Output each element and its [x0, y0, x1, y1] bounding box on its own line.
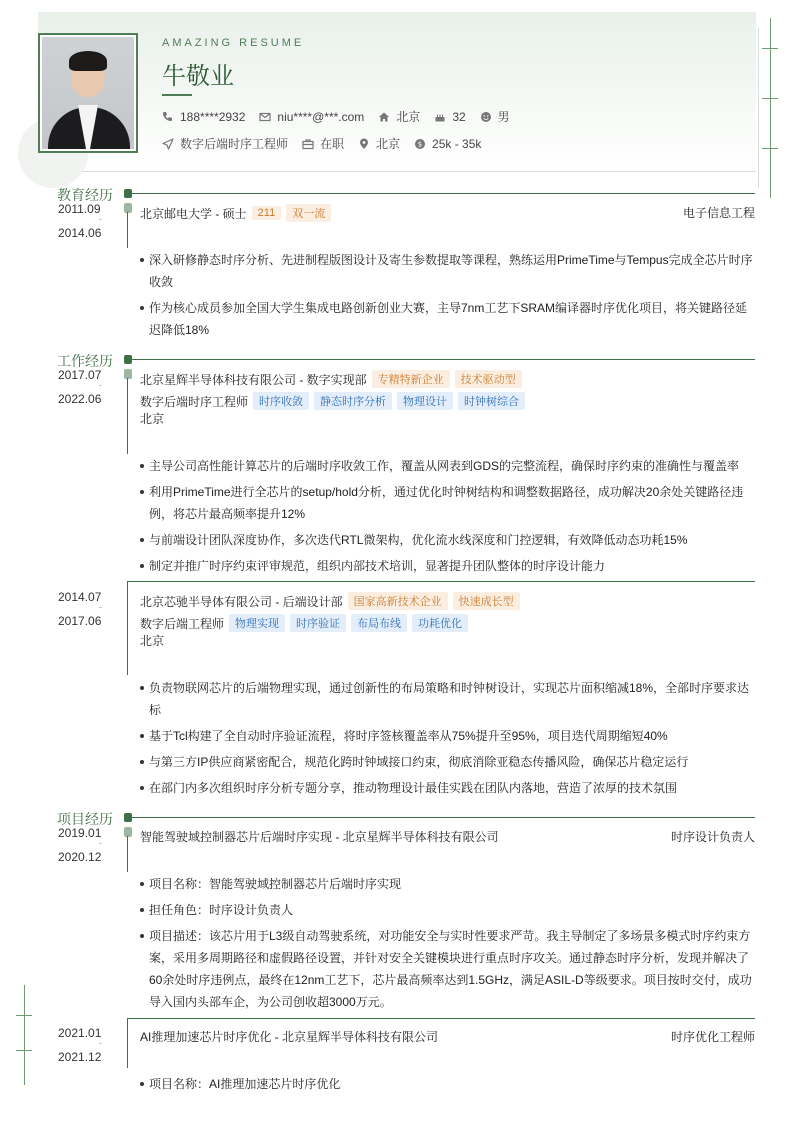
decorative-tick	[16, 1050, 32, 1051]
section-marker	[124, 189, 132, 198]
hometown-text: 北京	[396, 110, 421, 124]
list-item: 负责物联网芯片的后端物理实现，通过创新性的布局策略和时钟树设计，实现芯片面积缩减18%，全部时序要求达标	[149, 677, 755, 721]
list-item: 项目名称：AI推理加速芯片时序优化	[149, 1073, 755, 1095]
date-separator: -	[99, 602, 102, 612]
decorative-tick	[16, 1015, 32, 1016]
briefcase-icon	[302, 138, 314, 150]
section-marker	[124, 813, 132, 822]
job-role: 数字后端时序工程师	[140, 394, 249, 409]
project-bullets	[149, 1073, 755, 1099]
list-item: 项目描述：该芯片用于L3级自动驾驶系统，对功能安全与实时性要求严苛。我主导制定了多场景多模式时序约束方案，采用多周期路径和虚假路径设置，并针对安全关键模块进行重点时序攻关。通过静态时序分析，发现并解决了60余处时序违例点，最终在12nm工艺下，芯片最高频率达到1.5GHz，满足ASIL-D等级要求。项目按时交付，成功导入国内头部车企，为公司创收超3000万元。	[149, 925, 755, 1013]
entry-start-date: 2021.01	[58, 1026, 102, 1040]
work-bullets	[149, 677, 755, 803]
section-title-education: 教育经历	[57, 187, 113, 203]
work-role-line	[140, 614, 468, 632]
status-item	[302, 135, 344, 152]
section-divider	[125, 817, 755, 818]
company-tag: 技术驱动型	[455, 370, 522, 388]
section-marker	[124, 355, 132, 364]
skill-tag: 静态时序分析	[314, 392, 392, 410]
entry-timeline	[127, 212, 128, 248]
entry-divider	[128, 581, 755, 582]
avatar-photo	[42, 37, 134, 149]
entry-timeline	[127, 581, 128, 675]
city-text: 北京	[376, 137, 401, 151]
major-name: 电子信息工程	[682, 206, 755, 220]
list-item: 制定并推广时序约束评审规范，组织内部技术培训，显著提升团队整体的时序设计能力	[149, 555, 755, 577]
entry-timeline	[127, 378, 128, 454]
company-name: 北京星辉半导体科技有限公司 - 数字实现部	[140, 372, 367, 387]
school-name: 北京邮电大学 - 硕士	[140, 206, 247, 221]
entry-end-date: 2014.06	[58, 226, 102, 240]
phone-item	[162, 110, 245, 124]
date-separator: -	[99, 1038, 102, 1048]
gender-item	[480, 108, 510, 125]
location-icon	[358, 138, 370, 150]
phone-icon	[162, 111, 174, 123]
entry-start-date: 2019.01	[58, 826, 102, 840]
project-bullets	[149, 873, 755, 1017]
list-item: 利用PrimeTime进行全芯片的setup/hold分析，通过优化时钟树结构和调整数据路径，成功解决20余处关键路径违例，将芯片最高频率提升12%	[149, 481, 755, 525]
position-text: 数字后端时序工程师	[180, 137, 289, 151]
position-item	[162, 135, 288, 152]
decorative-tick	[762, 148, 778, 149]
company-tag: 快速成长型	[453, 592, 520, 610]
decorative-line	[758, 28, 759, 188]
age-text: 32	[452, 109, 466, 124]
salary-item	[414, 137, 481, 151]
candidate-name: 牛敬业	[162, 62, 234, 90]
education-entry-head	[140, 204, 331, 222]
send-icon	[162, 138, 174, 150]
entry-marker	[124, 369, 132, 379]
company-tag: 国家高新技术企业	[348, 592, 448, 610]
resume-kicker: AMAZING RESUME	[162, 37, 305, 49]
job-role: 数字后端工程师	[140, 616, 225, 631]
home-icon	[378, 111, 390, 123]
age-item	[434, 110, 465, 124]
project-role: 时序优化工程师	[670, 1030, 755, 1044]
date-separator: -	[99, 214, 102, 224]
email-item	[259, 110, 364, 124]
salary-text: 25k - 35k	[432, 136, 482, 151]
svg-text:$: $	[417, 140, 423, 149]
skill-tag: 功耗优化	[412, 614, 468, 632]
section-divider	[125, 359, 755, 360]
skill-tag: 物理实现	[229, 614, 285, 632]
company-name: 北京芯驰半导体有限公司 - 后端设计部	[140, 594, 343, 609]
entry-end-date: 2020.12	[58, 850, 102, 864]
decorative-tick	[762, 48, 778, 49]
company-tag: 专精特新企业	[372, 370, 450, 388]
decorative-rail	[24, 985, 25, 1085]
skill-tag: 时钟树综合	[458, 392, 525, 410]
entry-end-date: 2021.12	[58, 1050, 102, 1064]
entry-end-date: 2017.06	[58, 614, 102, 628]
list-item: 在部门内多次组织时序分析专题分享，推动物理设计最佳实践在团队内落地，营造了浓厚的技术氛围	[149, 777, 755, 799]
phone-text: 188****2932	[180, 109, 246, 124]
skill-tag: 物理设计	[397, 392, 453, 410]
date-separator: -	[99, 838, 102, 848]
entry-marker	[124, 827, 132, 837]
section-divider	[125, 193, 755, 194]
work-location: 北京	[140, 634, 165, 648]
project-role: 时序设计负责人	[670, 830, 755, 844]
email-text: niu****@***.com	[277, 109, 365, 124]
education-bullets	[149, 249, 755, 345]
school-tag: 双一流	[286, 204, 331, 222]
entry-end-date: 2022.06	[58, 392, 102, 406]
list-item: 与第三方IP供应商紧密配合，规范化跨时钟域接口约束，彻底消除亚稳态传播风险，确保芯片稳定运行	[149, 751, 755, 773]
entry-marker	[124, 203, 132, 213]
section-title-work: 工作经历	[57, 353, 113, 369]
entry-start-date: 2011.09	[58, 202, 101, 216]
date-separator: -	[99, 380, 102, 390]
skill-tag: 时序验证	[290, 614, 346, 632]
skill-tag: 时序收敛	[253, 392, 309, 410]
project-title-text: AI推理加速芯片时序优化 - 北京星辉半导体科技有限公司	[140, 1030, 439, 1044]
decorative-rail	[770, 18, 771, 198]
work-role-line	[140, 392, 525, 410]
contact-row	[162, 108, 524, 125]
name-underline	[162, 94, 192, 96]
project-title-text: 智能驾驶域控制器芯片后端时序实现 - 北京星辉半导体科技有限公司	[140, 830, 499, 844]
money-icon	[414, 138, 426, 150]
list-item: 与前端设计团队深度协作，多次迭代RTL微架构，优化流水线深度和门控逻辑，有效降低动态功耗15%	[149, 529, 755, 551]
work-bullets	[149, 455, 755, 581]
list-item: 项目名称：智能驾驶域控制器芯片后端时序实现	[149, 873, 755, 895]
list-item: 担任角色：时序设计负责人	[149, 899, 755, 921]
list-item: 深入研修静态时序分析、先进制程版图设计及寄生参数提取等课程，熟练运用PrimeTime与Tempus完成全芯片时序收敛	[149, 249, 755, 293]
list-item: 基于Tcl构建了全自动时序验证流程，将时序签核覆盖率从75%提升至95%，项目迭代周期缩短40%	[149, 725, 755, 747]
mail-icon	[259, 111, 271, 123]
job-intent-row	[162, 135, 495, 152]
decorative-tick	[762, 98, 778, 99]
work-entry-head	[140, 592, 520, 610]
project-title	[140, 1028, 438, 1045]
entry-divider	[128, 1018, 755, 1019]
work-entry-head	[140, 370, 522, 388]
hometown-item	[378, 108, 420, 125]
list-item: 作为核心成员参加全国大学生集成电路创新创业大赛，主导7nm工艺下SRAM编译器时序优化项目，将关键路径延迟降低18%	[149, 297, 755, 341]
section-title-projects: 项目经历	[57, 811, 113, 827]
status-text: 在职	[320, 137, 345, 151]
cake-icon	[434, 111, 446, 123]
list-item: 主导公司高性能计算芯片的后端时序收敛工作，覆盖从网表到GDS的完整流程，确保时序约束的准确性与覆盖率	[149, 455, 755, 477]
city-item	[358, 135, 400, 152]
skill-tag: 布局布线	[351, 614, 407, 632]
entry-timeline	[127, 836, 128, 872]
entry-timeline	[127, 1018, 128, 1068]
entry-start-date: 2017.07	[58, 368, 102, 382]
project-title	[140, 828, 499, 845]
avatar	[38, 33, 138, 153]
school-tag: 211	[252, 206, 282, 220]
smile-icon	[480, 111, 492, 123]
entry-start-date: 2014.07	[58, 590, 102, 604]
gender-text: 男	[497, 110, 510, 124]
work-location: 北京	[140, 412, 165, 426]
